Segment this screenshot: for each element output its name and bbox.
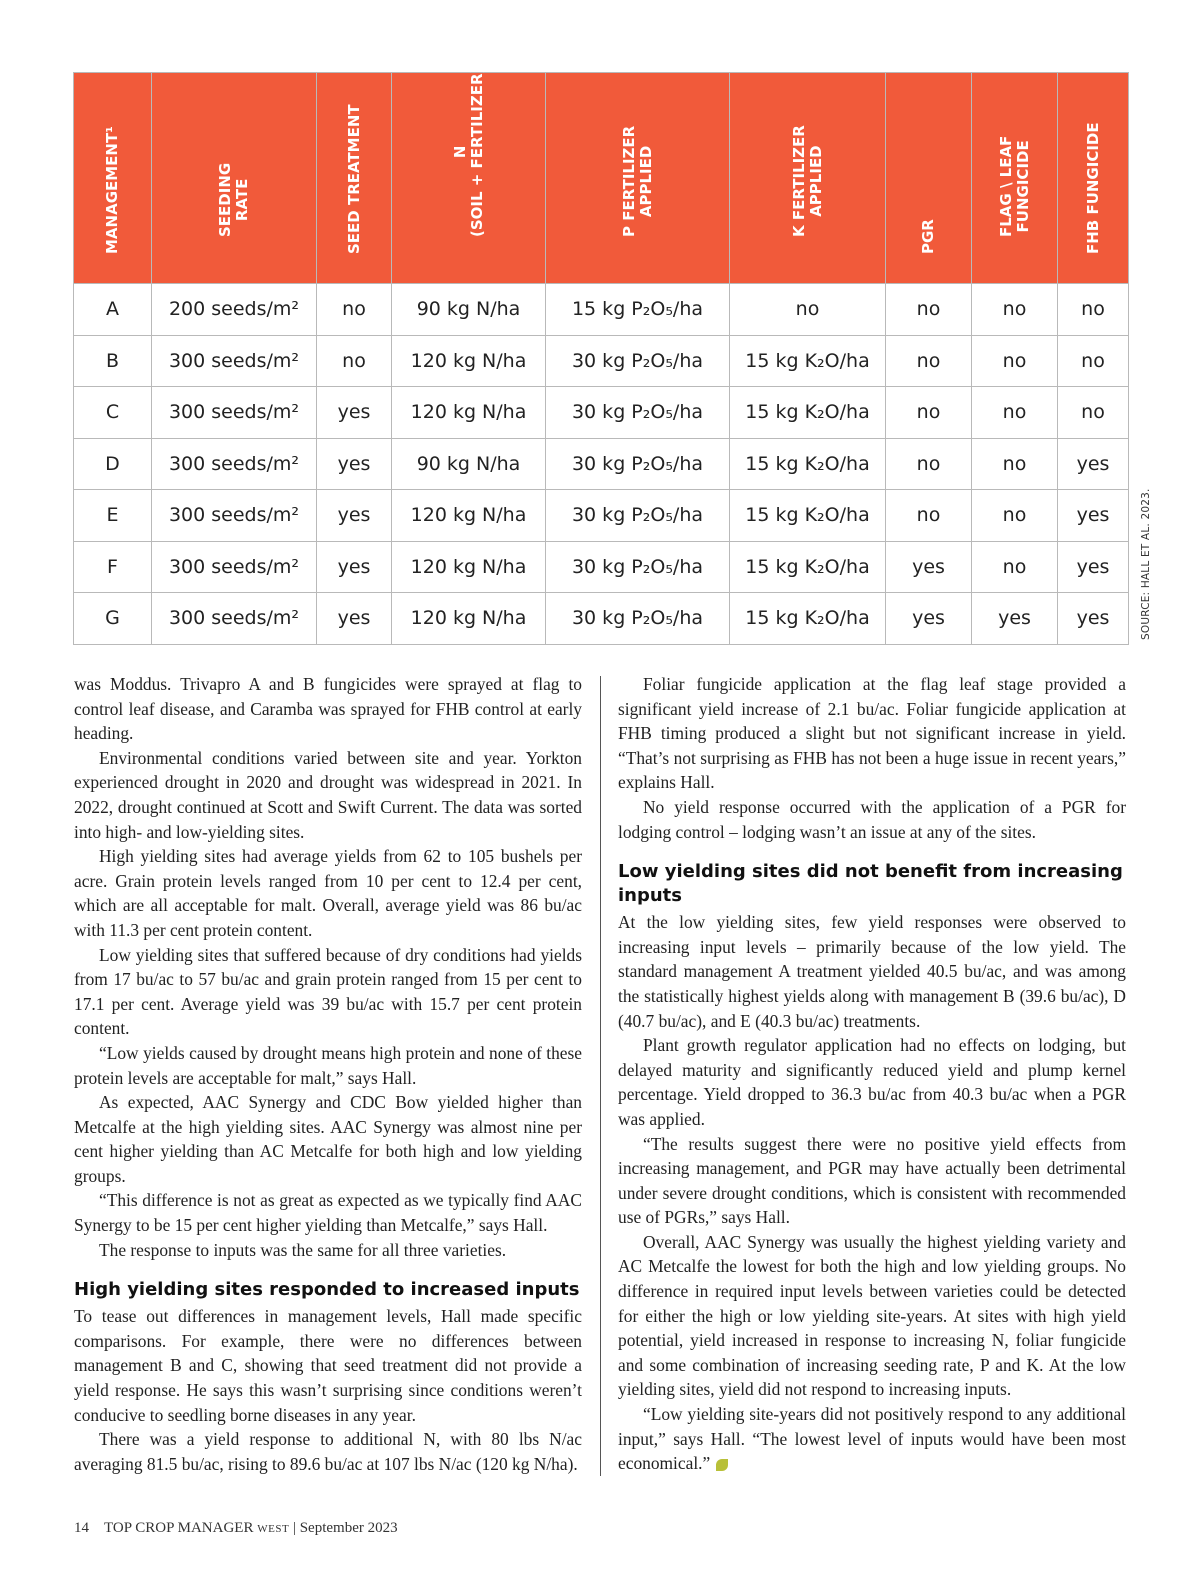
header-line: N [450,145,469,159]
right-column [618,672,1126,1476]
column-header [1058,73,1129,284]
table-cell: yes [317,490,392,542]
paragraph: High yielding sites had average yields from 62 to 105 bushels per acre. Grain protein levels ranged from 10 per cent to 12.4 per cent, which are all acceptable for malt. Overall, average yield was 86 bu/ac with 11.3 per cent protein content. [74,846,582,940]
table-cell: no [886,438,972,490]
leaf-end-icon [716,1459,728,1471]
page-number: 14 [74,1520,89,1536]
magazine-name: TOP CROP MANAGER [104,1520,254,1536]
table-cell: G [74,593,152,645]
table-cell: no [886,335,972,387]
table-cell: no [972,284,1058,336]
table-cell: no [972,438,1058,490]
table-cell: D [74,438,152,490]
table-cell: no [972,541,1058,593]
table-cell: B [74,335,152,387]
paragraph: Plant growth regulator application had no effects on lodging, but delayed maturity and significantly reduced yield and plump kernel percentage. Yield dropped to 36.3 bu/ac from 40.3 bu/ac when a PGR was applied. [618,1035,1126,1129]
column-header-label [346,104,363,254]
column-header [392,66,546,284]
column-header-label [791,125,825,237]
table-cell: 15 kg K₂O/ha [730,387,886,439]
table-cell: 15 kg P₂O₅/ha [546,284,730,336]
table-cell: yes [1058,541,1129,593]
table-row [74,335,1129,387]
table-cell: no [886,284,972,336]
table-row [74,284,1129,336]
table-cell: 30 kg P₂O₅/ha [546,593,730,645]
table-cell: yes [317,593,392,645]
table-cell: 300 seeds/m² [152,438,317,490]
footer-separator: | [292,1520,296,1536]
header-line: APPLIED [636,145,655,218]
table-cell: 30 kg P₂O₅/ha [546,438,730,490]
column-header [546,73,730,284]
table-cell: 300 seeds/m² [152,335,317,387]
column-header [317,73,392,284]
header-line: SEEDING [216,162,234,237]
table-cell: 30 kg P₂O₅/ha [546,490,730,542]
column-header-label [217,163,251,237]
table-header-row [74,73,1129,284]
table-cell: no [730,284,886,336]
table-cell: 200 seeds/m² [152,284,317,336]
table-cell: 15 kg K₂O/ha [730,335,886,387]
header-line: MANAGEMENT¹ [103,126,121,254]
table-cell: yes [317,438,392,490]
table-cell: 120 kg N/ha [392,593,546,645]
column-header-label [920,219,937,254]
table-cell: yes [317,541,392,593]
header-line: P FERTILIZER [619,125,638,237]
table-row [74,593,1129,645]
table-cell: yes [1058,438,1129,490]
column-header [972,73,1058,284]
table-cell: no [1058,335,1129,387]
table-cell: no [972,490,1058,542]
page-footer [74,1520,398,1537]
paragraph: Environmental conditions varied between site and year. Yorkton experienced drought in 2020 and drought was widespread in 2021. In 2022, drought continued at Scott and Swift Current. The data was sorted into high- and low-yielding sites. [74,747,582,842]
column-header-label [1085,122,1102,254]
table-cell: yes [886,593,972,645]
table-cell: 300 seeds/m² [152,541,317,593]
table-cell: A [74,284,152,336]
source-note: SOURCE: HALL ET AL. 2023. [1140,488,1152,640]
table-cell: no [317,335,392,387]
table-cell: 15 kg K₂O/ha [730,438,886,490]
table-cell: no [886,387,972,439]
table-cell: 120 kg N/ha [392,490,546,542]
table-cell: 30 kg P₂O₅/ha [546,335,730,387]
header-line: APPLIED [806,145,825,217]
column-header [152,73,317,284]
table-cell: 120 kg N/ha [392,335,546,387]
table-cell: yes [1058,490,1129,542]
paragraph: “The results suggest there were no positive yield effects from increasing management, and PGR may have actually been detrimental under severe drought conditions, which is consistent with recommended use of PGRs,” says Hall. [618,1133,1126,1228]
column-header [730,73,886,284]
table-cell: 300 seeds/m² [152,490,317,542]
header-line: FUNGICIDE [1013,140,1032,233]
header-line: PGR [919,219,937,254]
header-line: FLAG \ LEAF [996,135,1015,237]
table-body [74,284,1129,645]
paragraph: There was a yield response to additional N, with 80 lbs N/ac averaging 81.5 bu/ac, rising to 89.6 bu/ac at 107 lbs N/ac (120 kg N/ha). [74,1429,582,1474]
table-cell: 300 seeds/m² [152,593,317,645]
table-cell: E [74,490,152,542]
paragraph: The response to inputs was the same for all three varieties. [99,1239,507,1260]
paragraph: was Moddus. Trivapro A and B fungicides were sprayed at flag to control leaf disease, and Caramba was sprayed for FHB control at early heading. [74,674,582,744]
paragraph: “This difference is not as great as expected as we typically find AAC Synergy to be 15 per cent higher yielding than Metcalfe,” says Hall. [74,1190,582,1236]
header-line: K FERTILIZER [789,125,808,237]
paragraph: Foliar fungicide application at the flag leaf stage provided a significant yield increase of 2.1 bu/ac. Foliar fungicide application at FHB timing produced a slight but not significant increase in yield. “That’s not surprising as FHB has not been a huge issue in recent years,” explains Hall. [618,674,1126,793]
column-divider [600,676,601,1476]
table-cell: yes [1058,593,1129,645]
paragraph: To tease out differences in management levels, Hall made specific comparisons. For example, there were no differences between management B and C, showing that seed treatment did not provide a yield response. He says this wasn’t surprising since conditions weren’t conducive to seedling borne diseases in any year. [74,1306,582,1425]
column-header-label [998,136,1032,237]
table-cell: 15 kg K₂O/ha [730,593,886,645]
section-heading-high-yield: High yielding sites responded to increased inputs [74,1279,580,1301]
column-header-label [621,126,655,237]
table-row [74,387,1129,439]
column-header-label [104,126,121,254]
paragraph: Low yielding sites that suffered because of dry conditions had yields from 17 bu/ac to 57 bu/ac and grain protein ranged from 15 per cent to 17.1 per cent. Average yield was 39 bu/ac with 15.7 per cent protein content. [74,944,582,1039]
final-text: “Low yielding site-years did not positively respond to any additional input,” says Hall. “The lowest level of inputs would have been most economical.” [618,1404,1126,1474]
table-cell: 120 kg N/ha [392,541,546,593]
column-header [886,73,972,284]
column-header-label [452,67,486,237]
table-cell: 30 kg P₂O₅/ha [546,387,730,439]
table-cell: 120 kg N/ha [392,387,546,439]
table-cell: 15 kg K₂O/ha [730,541,886,593]
header-line: (SOIL + FERTILIZER) [467,66,486,237]
table-cell: no [972,387,1058,439]
header-line: SEED TREATMENT [344,104,363,254]
table-cell: yes [317,387,392,439]
management-table [73,66,1129,645]
table-row [74,438,1129,490]
table-row [74,541,1129,593]
table-cell: F [74,541,152,593]
column-header [74,73,152,284]
section-heading-low-yield: Low yielding sites did not benefit from increasing inputs [618,861,1123,907]
table-cell: 30 kg P₂O₅/ha [546,541,730,593]
table-cell: C [74,387,152,439]
table-row [74,490,1129,542]
table-cell: no [317,284,392,336]
table-cell: no [972,335,1058,387]
table-cell: no [1058,284,1129,336]
header-line: FHB FUNGICIDE [1083,122,1102,254]
paragraph: As expected, AAC Synergy and CDC Bow yielded higher than Metcalfe at the high yielding sites. AAC Synergy was almost nine per cent higher yielding than AC Metcalfe for both high and low yielding groups. [74,1092,582,1186]
paragraph: “Low yields caused by drought means high protein and none of these protein levels are acceptable for malt,” says Hall. [74,1042,582,1088]
table-cell: 90 kg N/ha [392,438,546,490]
table-cell: 90 kg N/ha [392,284,546,336]
issue-date: September 2023 [299,1520,398,1536]
table-cell: yes [972,593,1058,645]
header-line: RATE [233,178,251,222]
paragraph-final [618,1402,1126,1476]
table-cell: yes [886,541,972,593]
paragraph: Overall, AAC Synergy was usually the highest yielding variety and AC Metcalfe the lowest for both the high and low yielding groups. No difference in required input levels between varieties could be detected for either the high or low yielding site-years. At sites with high yield potential, yield increased in response to increasing N, foliar fungicide and some combination of increasing seeding rate, P and K. At the low yielding sites, yield did not respond to increasing inputs. [618,1231,1126,1400]
table-cell: no [1058,387,1129,439]
table-cell: 15 kg K₂O/ha [730,490,886,542]
left-column [74,672,582,1476]
table-cell: 300 seeds/m² [152,387,317,439]
paragraph: No yield response occurred with the application of a PGR for lodging control – lodging wasn’t an issue at any of the sites. [618,796,1126,842]
paragraph: At the low yielding sites, few yield responses were observed to increasing input levels – primarily because of the low yield. The standard management A treatment yielded 40.5 bu/ac, and was among the statistically highest yields along with management B (39.6 bu/ac), D (40.7 bu/ac), and E (40.3 bu/ac) treatments. [618,912,1126,1031]
magazine-edition: WEST [257,1523,290,1535]
table-cell: no [886,490,972,542]
